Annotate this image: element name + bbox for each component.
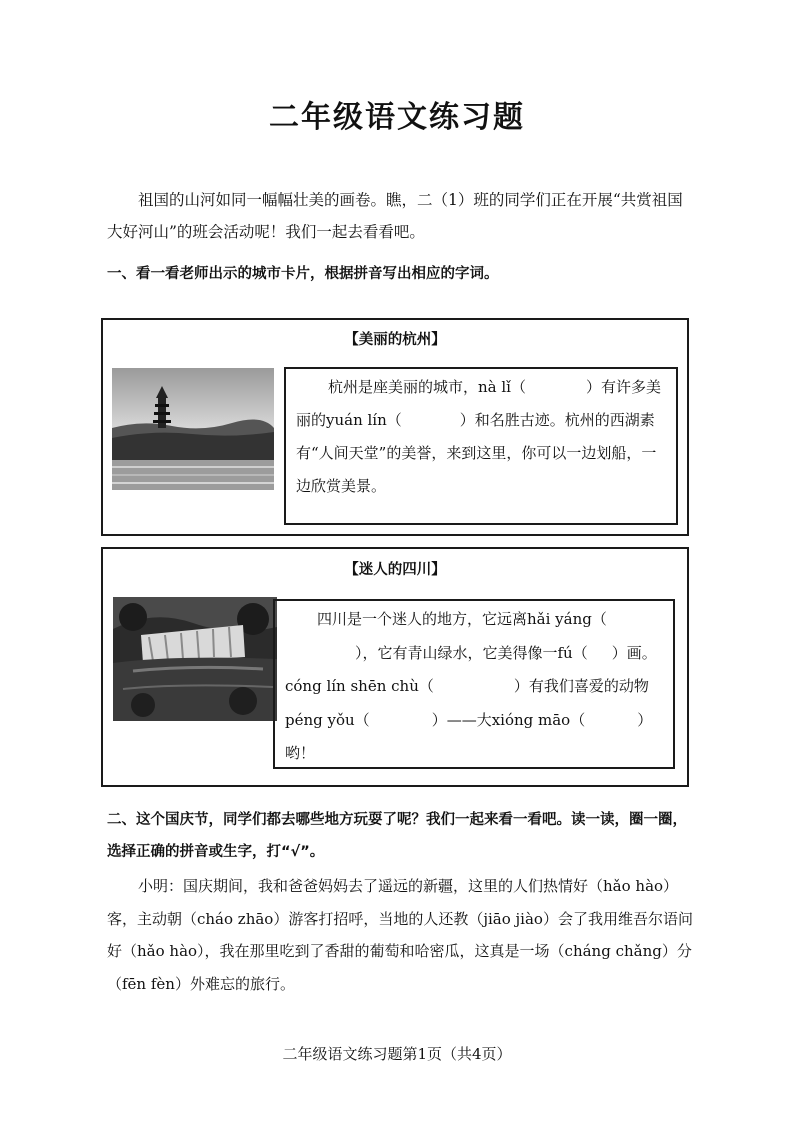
card-text: 杭州是座美丽的城市，nà lǐ（ ）有许多美丽的yuán lín（ ）和名胜古迹。杭州的西湖素有“人间天堂”的美誉，来到这里，你可以一边划船，一边欣赏美景。 [296, 378, 661, 495]
leifeng-pagoda-photo [112, 368, 274, 490]
city-card-hangzhou [101, 318, 689, 536]
card-title: 【美丽的杭州】 [344, 332, 446, 348]
page-title: 二年级语文练习题 [269, 100, 525, 135]
city-card-sichuan [101, 547, 689, 787]
card-text-box [284, 367, 678, 525]
page-footer: 二年级语文练习题第1页（共4页） [282, 1045, 512, 1063]
card-text: 四川是一个迷人的地方，它远离hǎi yáng（），它有青山绿水，它美得像一fú（ ）画。cóng lín shēn chù（ ）有我们喜爱的动物péng yǒu（ ）——大xióng māo（ ）哟！ [285, 610, 657, 762]
card-title: 【迷人的四川】 [344, 562, 446, 578]
card-text-box [273, 599, 675, 769]
waterfall-photo [113, 597, 277, 721]
question-2-heading: 二、这个国庆节，同学们都去哪些地方玩耍了呢？我们一起来看一看吧。读一读，圈一圈，选择正确的拼音或生字，打“√”。 [107, 812, 687, 860]
intro-paragraph: 祖国的山河如同一幅幅壮美的画卷。瞧，二（1）班的同学们正在开展“共赏祖国大好河山”的班会活动呢！我们一起去看看吧。 [107, 191, 683, 241]
question-1-heading: 一、看一看老师出示的城市卡片，根据拼音写出相应的字词。 [107, 266, 499, 282]
story-paragraph: 小明：国庆期间，我和爸爸妈妈去了遥远的新疆，这里的人们热情好（hǎo hào）客，主动朝（cháo zhāo）游客打招呼，当地的人还教（jiāo jiào）会了我用维吾尔语问好（hǎo hào），我在那里吃到了香甜的葡萄和哈密瓜，这真是一场（cháng chǎng）分（fēn fèn）外难忘的旅行。 [107, 877, 693, 993]
